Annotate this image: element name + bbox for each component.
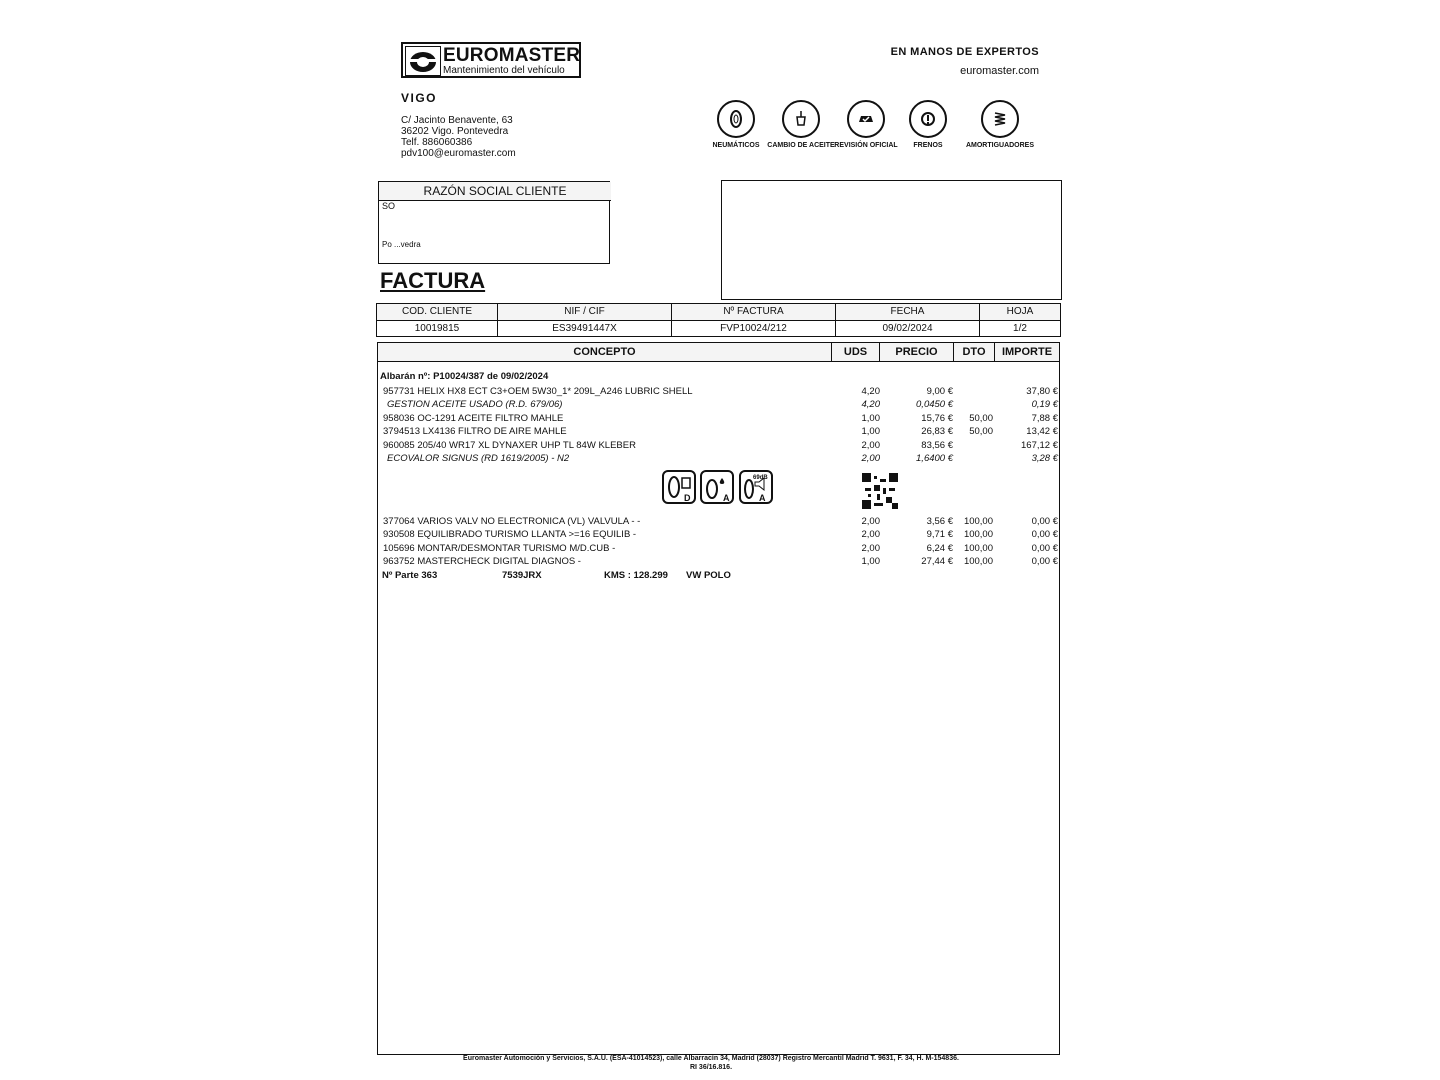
parte-number: Nº Parte 363 [382, 570, 438, 581]
table-row: 377064 VARIOS VALV NO ELECTRONICA (VL) VALVULA - - 2,00 3,56 € 100,00 0,00 € [383, 516, 1058, 527]
noise-class: A [759, 493, 766, 503]
n-factura-cell: Nº FACTURA FVP10024/212 [672, 304, 836, 336]
client-box [378, 181, 610, 264]
tire-icon [717, 100, 755, 138]
service-revision-oficial: REVISIÓN OFICIAL [826, 100, 906, 150]
table-row: 963752 MASTERCHECK DIGITAL DIAGNOS - 1,00 27,44 € 100,00 0,00 € [383, 556, 1058, 567]
fecha-cell: FECHA 09/02/2024 [836, 304, 980, 336]
store-city: VIGO [401, 91, 438, 105]
euromaster-logo [401, 42, 581, 78]
albaran-line: Albarán nº: P10024/387 de 09/02/2024 [380, 371, 549, 382]
col-concepto: CONCEPTO [378, 343, 832, 362]
table-row: 105696 MONTAR/DESMONTAR TURISMO M/D.CUB - 2,00 6,24 € 100,00 0,00 € [383, 543, 1058, 554]
noise-db: 69dB [753, 475, 768, 481]
table-row: 957731 HELIX HX8 ECT C3+OEM 5W30_1* 209L_A246 LUBRIC SHELL 4,20 9,00 € 37,80 € [383, 386, 1058, 397]
table-row: ECOVALOR SIGNUS (RD 1619/2005) - N2 2,00 1,6400 € 3,28 € [387, 453, 1058, 464]
qr-code-icon [862, 473, 898, 509]
col-dto: DTO [954, 343, 995, 362]
table-row: GESTION ACEITE USADO (R.D. 679/06) 4,20 0,0450 € 0,19 € [387, 399, 1058, 410]
brand-subtitle: Mantenimiento del vehículo [443, 65, 565, 76]
noise-badge [739, 470, 773, 504]
car-check-icon [847, 100, 885, 138]
table-row: 958036 OC-1291 ACEITE FILTRO MAHLE 1,00 15,76 € 50,00 7,88 € [383, 413, 1058, 424]
address-phone: Telf. 886060386 [401, 137, 473, 148]
fuel-efficiency-badge [662, 470, 696, 504]
nif-cell: NIF / CIF ES39491447X [498, 304, 672, 336]
shock-absorber-icon [981, 100, 1019, 138]
address-email: pdv100@euromaster.com [401, 148, 516, 159]
slogan: EN MANOS DE EXPERTOS [890, 46, 1039, 58]
client-line-2: Po ...vedra [382, 240, 421, 249]
brake-icon [909, 100, 947, 138]
vehicle-kms: KMS : 128.299 [604, 570, 668, 581]
address-street: C/ Jacinto Benavente, 63 [401, 115, 513, 126]
client-address-box [721, 180, 1062, 300]
legal-footer-line-2: RI 36/16.816. [689, 1064, 733, 1071]
service-cambio-aceite: CAMBIO DE ACEITE [761, 100, 841, 150]
fuel-class: D [684, 493, 691, 503]
document-title: FACTURA [380, 268, 486, 293]
client-box-title: RAZÓN SOCIAL CLIENTE [379, 182, 611, 201]
items-table [377, 342, 1060, 1055]
invoice-header-table [376, 303, 1061, 337]
table-row: 960085 205/40 WR17 XL DYNAXER UHP TL 84W KLEBER 2,00 83,56 € 167,12 € [383, 440, 1058, 451]
parte-line [378, 570, 1061, 583]
euromaster-tire-logo-icon [405, 46, 441, 76]
vehicle-plate: 7539JRX [502, 570, 542, 581]
col-uds: UDS [832, 343, 880, 362]
legal-footer-line-1: Euromaster Automoción y Servicios, S.A.U. (ESA-41014523), calle Albarracín 34, Madrid (28037) Registro Mercantil Madrid T. 9631, F. 34, H. M-154836. [463, 1055, 959, 1062]
service-amortiguadores: AMORTIGUADORES [960, 100, 1040, 150]
service-neumaticos: NEUMÁTICOS [696, 100, 776, 150]
wet-grip-badge [700, 470, 734, 504]
service-frenos: FRENOS [888, 100, 968, 150]
address-postal: 36202 Vigo. Pontevedra [401, 126, 509, 137]
website: euromaster.com [960, 65, 1039, 77]
client-line-1: SO [382, 201, 396, 211]
col-importe: IMPORTE [995, 343, 1059, 362]
table-row: 930508 EQUILIBRADO TURISMO LLANTA >=16 EQUILIB - 2,00 9,71 € 100,00 0,00 € [383, 529, 1058, 540]
cod-cliente-cell: COD. CLIENTE 10019815 [377, 304, 498, 336]
vehicle-model: VW POLO [686, 570, 731, 581]
hoja-cell: HOJA 1/2 [980, 304, 1060, 336]
oil-change-icon [782, 100, 820, 138]
brand-name: EUROMASTER [443, 45, 581, 66]
wet-class: A [723, 493, 730, 503]
col-precio: PRECIO [880, 343, 954, 362]
table-row: 3794513 LX4136 FILTRO DE AIRE MAHLE 1,00 26,83 € 50,00 13,42 € [383, 426, 1058, 437]
